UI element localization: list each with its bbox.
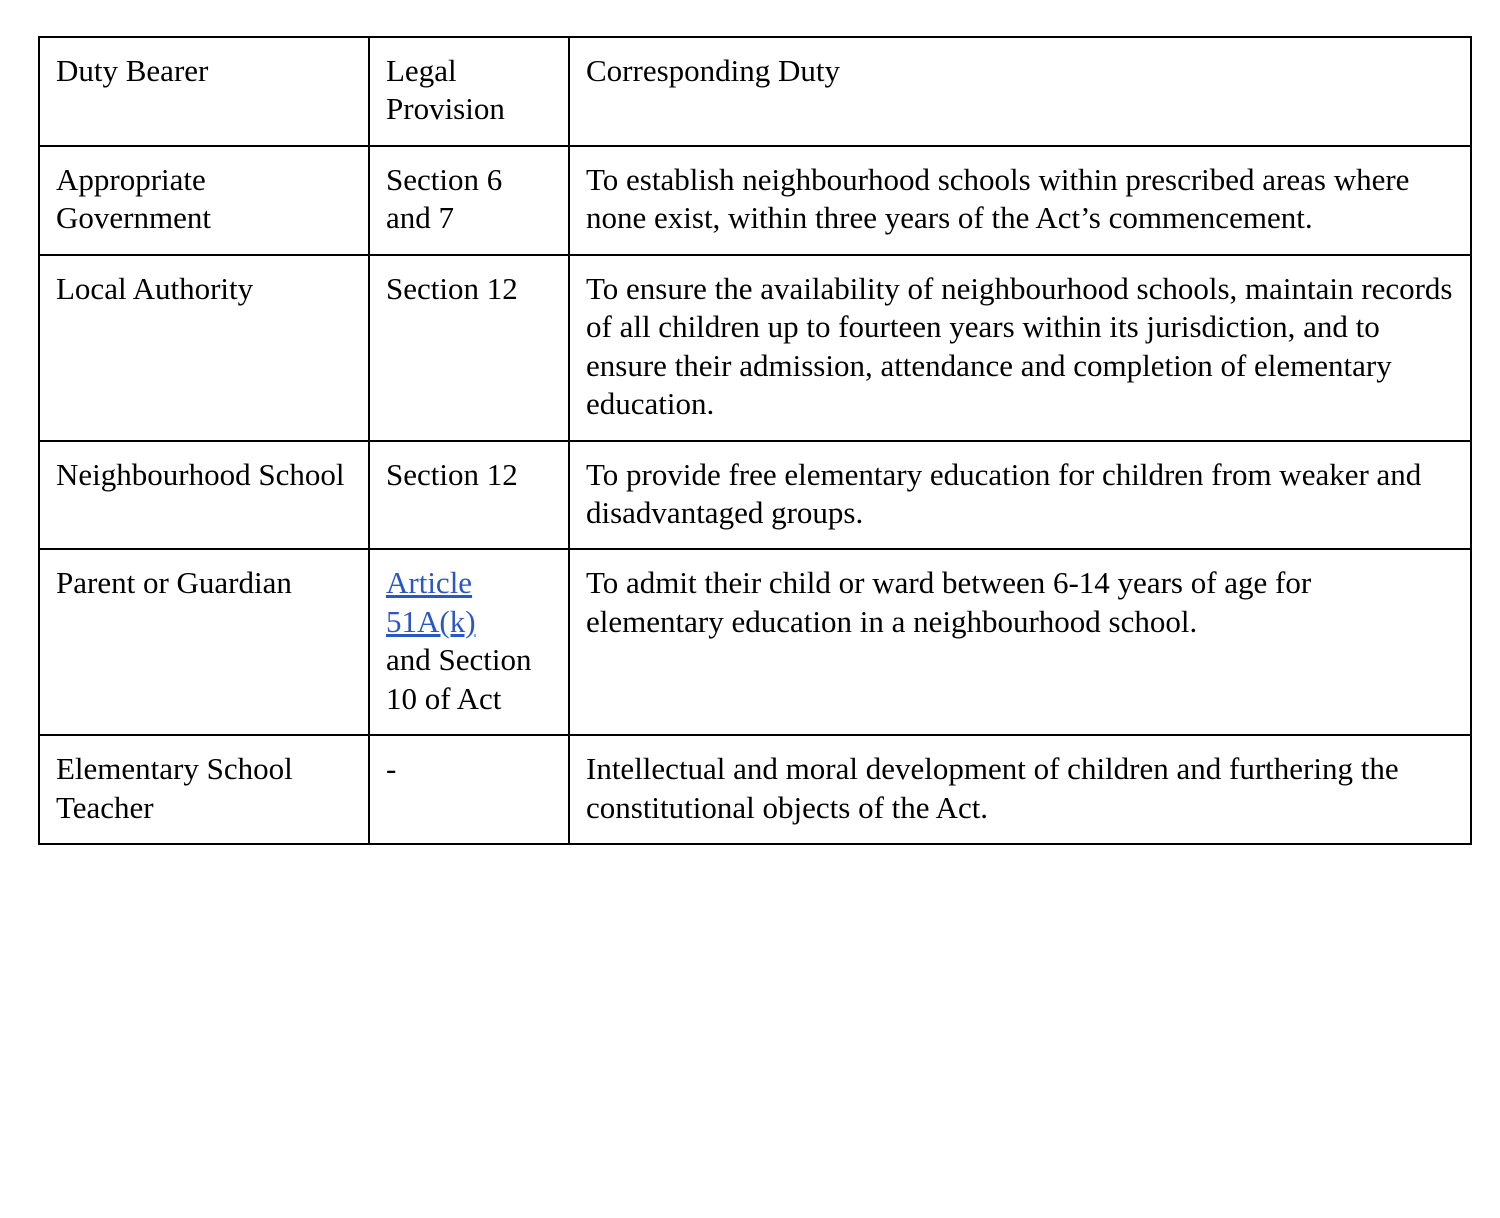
article-51ak-link[interactable]: Article 51A(k) — [386, 565, 476, 639]
column-header-corresponding-duty: Corresponding Duty — [569, 37, 1471, 146]
cell-legal-provision: Section 12 — [369, 441, 569, 550]
cell-legal-provision: Section 12 — [369, 255, 569, 441]
cell-duty-bearer: Neighbourhood School — [39, 441, 369, 550]
table-row — [39, 146, 1471, 255]
cell-duty-bearer: Appropriate Government — [39, 146, 369, 255]
cell-corresponding-duty: To ensure the availability of neighbourhood schools, maintain records of all children up to fourteen years within its jurisdiction, and to ensure their admission, attendance and completion of elementary education. — [569, 255, 1471, 441]
table-row — [39, 735, 1471, 844]
column-header-duty-bearer: Duty Bearer — [39, 37, 369, 146]
cell-legal-provision: Section 6 and 7 — [369, 146, 569, 255]
cell-corresponding-duty: To admit their child or ward between 6-14 years of age for elementary education in a neighbourhood school. — [569, 549, 1471, 735]
cell-legal-provision: - — [369, 735, 569, 844]
column-header-legal-provision: Legal Provision — [369, 37, 569, 146]
cell-corresponding-duty: To provide free elementary education for children from weaker and disadvantaged groups. — [569, 441, 1471, 550]
table-header-row — [39, 37, 1471, 146]
table-row — [39, 255, 1471, 441]
cell-duty-bearer: Parent or Guardian — [39, 549, 369, 735]
cell-duty-bearer: Local Authority — [39, 255, 369, 441]
cell-corresponding-duty: To establish neighbourhood schools within prescribed areas where none exist, within three years of the Act’s commencement. — [569, 146, 1471, 255]
table-row — [39, 549, 1471, 735]
cell-legal-provision — [369, 549, 569, 735]
table-row — [39, 441, 1471, 550]
cell-duty-bearer: Elementary School Teacher — [39, 735, 369, 844]
duty-bearer-table — [38, 36, 1472, 845]
cell-corresponding-duty: Intellectual and moral development of children and furthering the constitutional objects of the Act. — [569, 735, 1471, 844]
legal-provision-rest: and Section 10 of Act — [386, 642, 532, 716]
